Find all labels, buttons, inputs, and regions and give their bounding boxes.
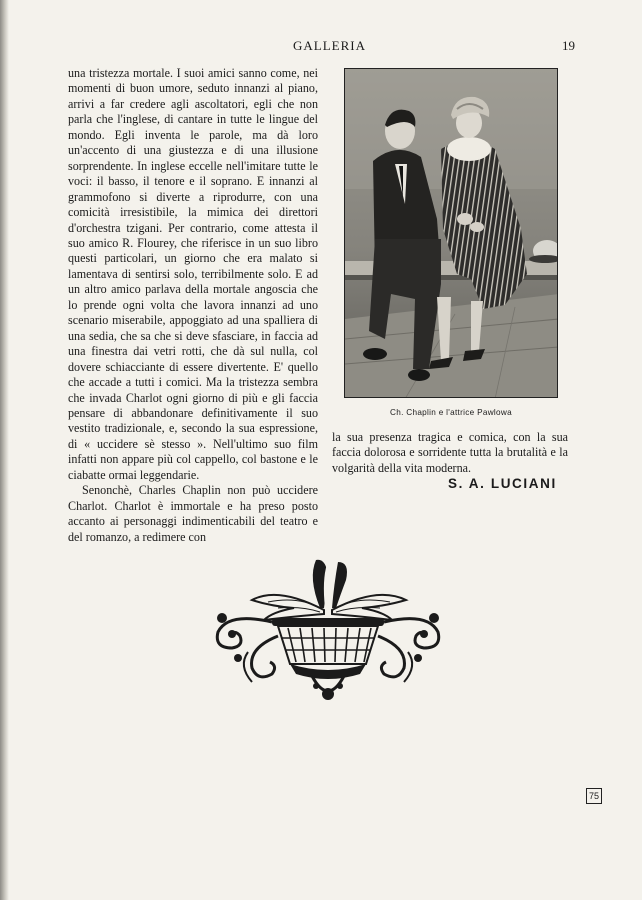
page-number: 19 [562,38,575,53]
body-paragraph: Senonchè, Charles Chaplin non può uccidere Charlot. Charlot è immortale e ha preso posto accanto ai personaggi indimenticabili del teatro e del romanzo, a redimere con [68,483,318,544]
running-header [0,38,642,58]
photo-caption: Ch. Chaplin e l'attrice Pawlowa [390,408,512,417]
left-text-column [68,66,318,545]
catalog-stamp: 75 [586,788,602,804]
author-signature: S. A. LUCIANI [448,476,557,491]
right-text-column [332,430,568,476]
body-paragraph: una tristezza mortale. I suoi amici sanno come, nei momenti di buon umore, seduto innanzi al piano, arrivi a far credere agli ascoltatori, egli che non parla che l'inglese, di cantare in tutte le lingue del mondo. Egli inventa le parole, ma dà loro un'accento di una giustezza e di una illusione sorprendente. In inglese eccelle nell'imitare tutte le voci: il basso, il tenore e il soprano. E innanzi al grammofono si diverte a riprodurre, con una comicità irresistibile, la mimica dei direttori d'orchestra tzigani. Per contrario, come attesta il suo amico R. Flourey, che riferisce in un suo libro questi particolari, un giorno che era malato si lamentava di sentirsi solo, terribilmente solo. E ad un altro amico parlava della mortale angoscia che lo prende ogni volta che lavora innanzi ad uno scenario miserabile, appoggiato ad una spalliera di una sedia, che sa che si deve sfasciare, in faccia ad una finestra dai vetri rotti, che dà sul nulla, col dovere schiacciante di essere divertente. E' quello che accade a tutti i comici. Ma la tristezza sembra che invada Charlot ogni giorno di più e gli faccia pensare di abbandonare definitivamente il suo vestito tradizionale, e, secondo la sua espressione, di « uccidere sè stesso ». Nell'ultimo suo film infatti non appare più col cappello, col bastone e le ciabatte ormai leggendarie. [68,66,318,482]
magazine-title: GALLERIA [293,38,366,53]
photo-chaplin-pawlowa [344,68,558,398]
basket-ornament [208,556,448,706]
page-edge-shadow [0,0,9,900]
body-paragraph: la sua presenza tragica e comica, con la sua faccia dolorosa e sorridente tutta la brutalità e la volgarità della vita moderna. [332,430,568,475]
